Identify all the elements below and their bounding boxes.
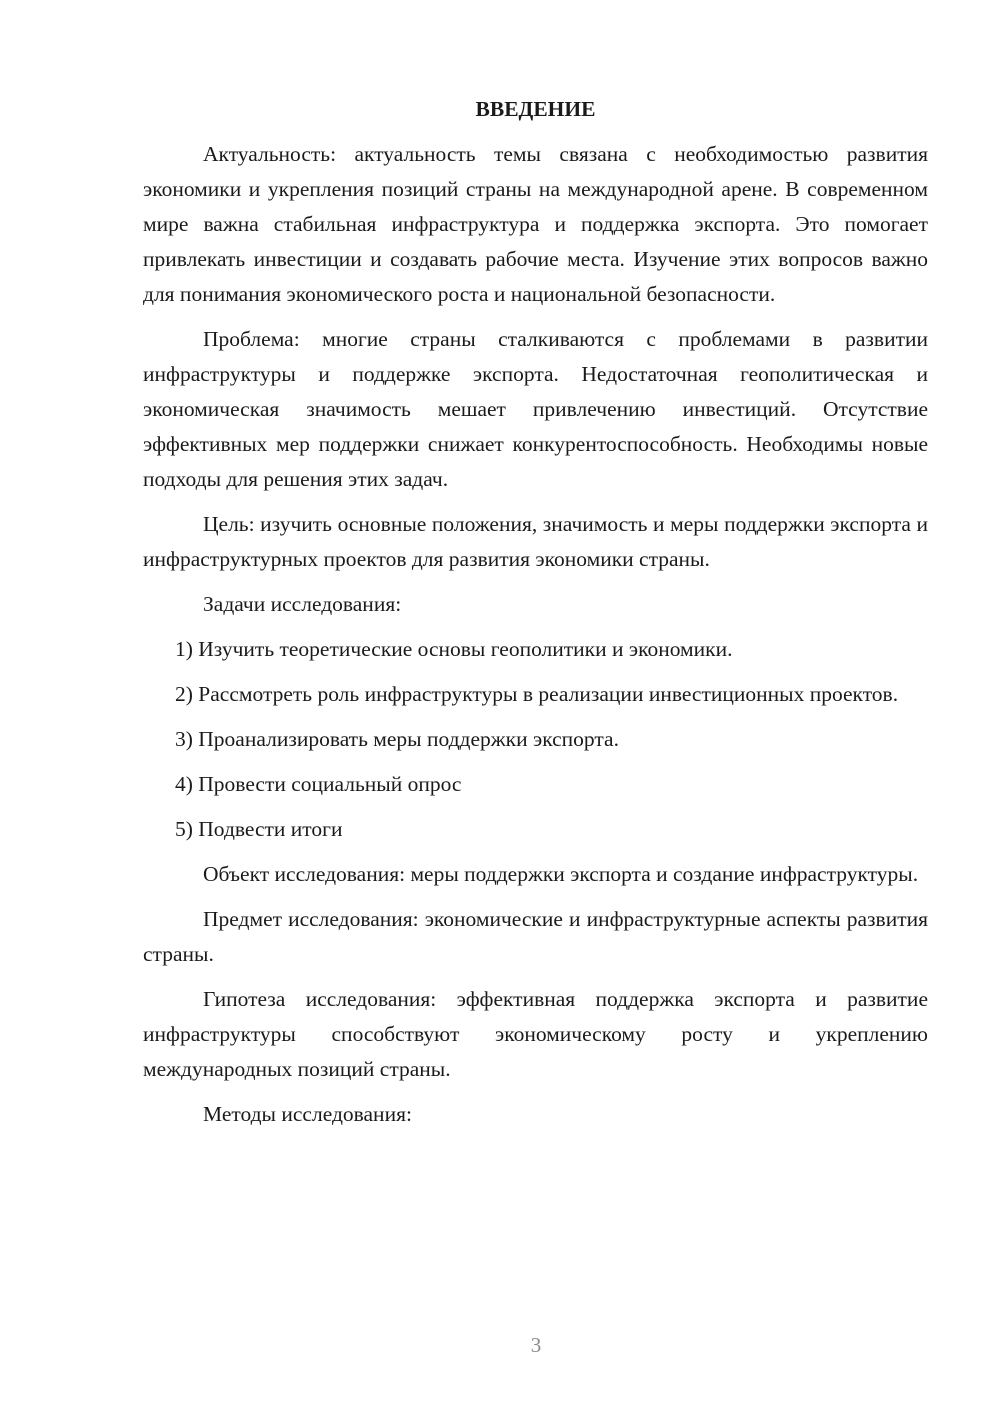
task-item-2: 2) Рассмотреть роль инфраструктуры в реализации инвестиционных проектов. xyxy=(175,682,899,706)
page-body xyxy=(143,92,928,1142)
section-heading: ВВЕДЕНИЕ xyxy=(475,97,596,121)
task-item-5: 5) Подвести итоги xyxy=(175,817,343,841)
goal-paragraph: Цель: изучить основные положения, значимость и меры поддержки экспорта и инфраструктурных проектов для развития экономики страны. xyxy=(143,512,928,571)
task-item-1: 1) Изучить теоретические основы геополитики и экономики. xyxy=(175,637,733,661)
methods-title: Методы исследования: xyxy=(203,1102,412,1126)
subject-paragraph: Предмет исследования: экономические и инфраструктурные аспекты развития страны. xyxy=(143,907,928,966)
task-item-4: 4) Провести социальный опрос xyxy=(175,772,462,796)
tasks-title: Задачи исследования: xyxy=(203,592,402,616)
problem-paragraph: Проблема: многие страны сталкиваются с проблемами в развитии инфраструктуры и поддержке экспорта. Недостаточная геополитическая и экономическая значимость мешает привлечению инвестиций. Отсутствие эффективных мер поддержки снижает конкурентоспособность. Необходимы новые подходы для решения этих задач. xyxy=(143,327,928,491)
hypothesis-paragraph: Гипотеза исследования: эффективная поддержка экспорта и развитие инфраструктуры способствуют экономическому росту и укреплению международных позиций страны. xyxy=(143,987,928,1081)
object-paragraph: Объект исследования: меры поддержки экспорта и создание инфраструктуры. xyxy=(203,862,919,886)
relevance-paragraph: Актуальность: актуальность темы связана с необходимостью развития экономики и укрепления позиций страны на международной арене. В современном мире важна стабильная инфраструктура и поддержка экспорта. Это помогает привлекать инвестиции и создавать рабочие места. Изучение этих вопросов важно для понимания экономического роста и национальной безопасности. xyxy=(143,142,928,306)
task-item-3: 3) Проанализировать меры поддержки экспорта. xyxy=(175,727,619,751)
page-number: 3 xyxy=(530,1333,542,1357)
